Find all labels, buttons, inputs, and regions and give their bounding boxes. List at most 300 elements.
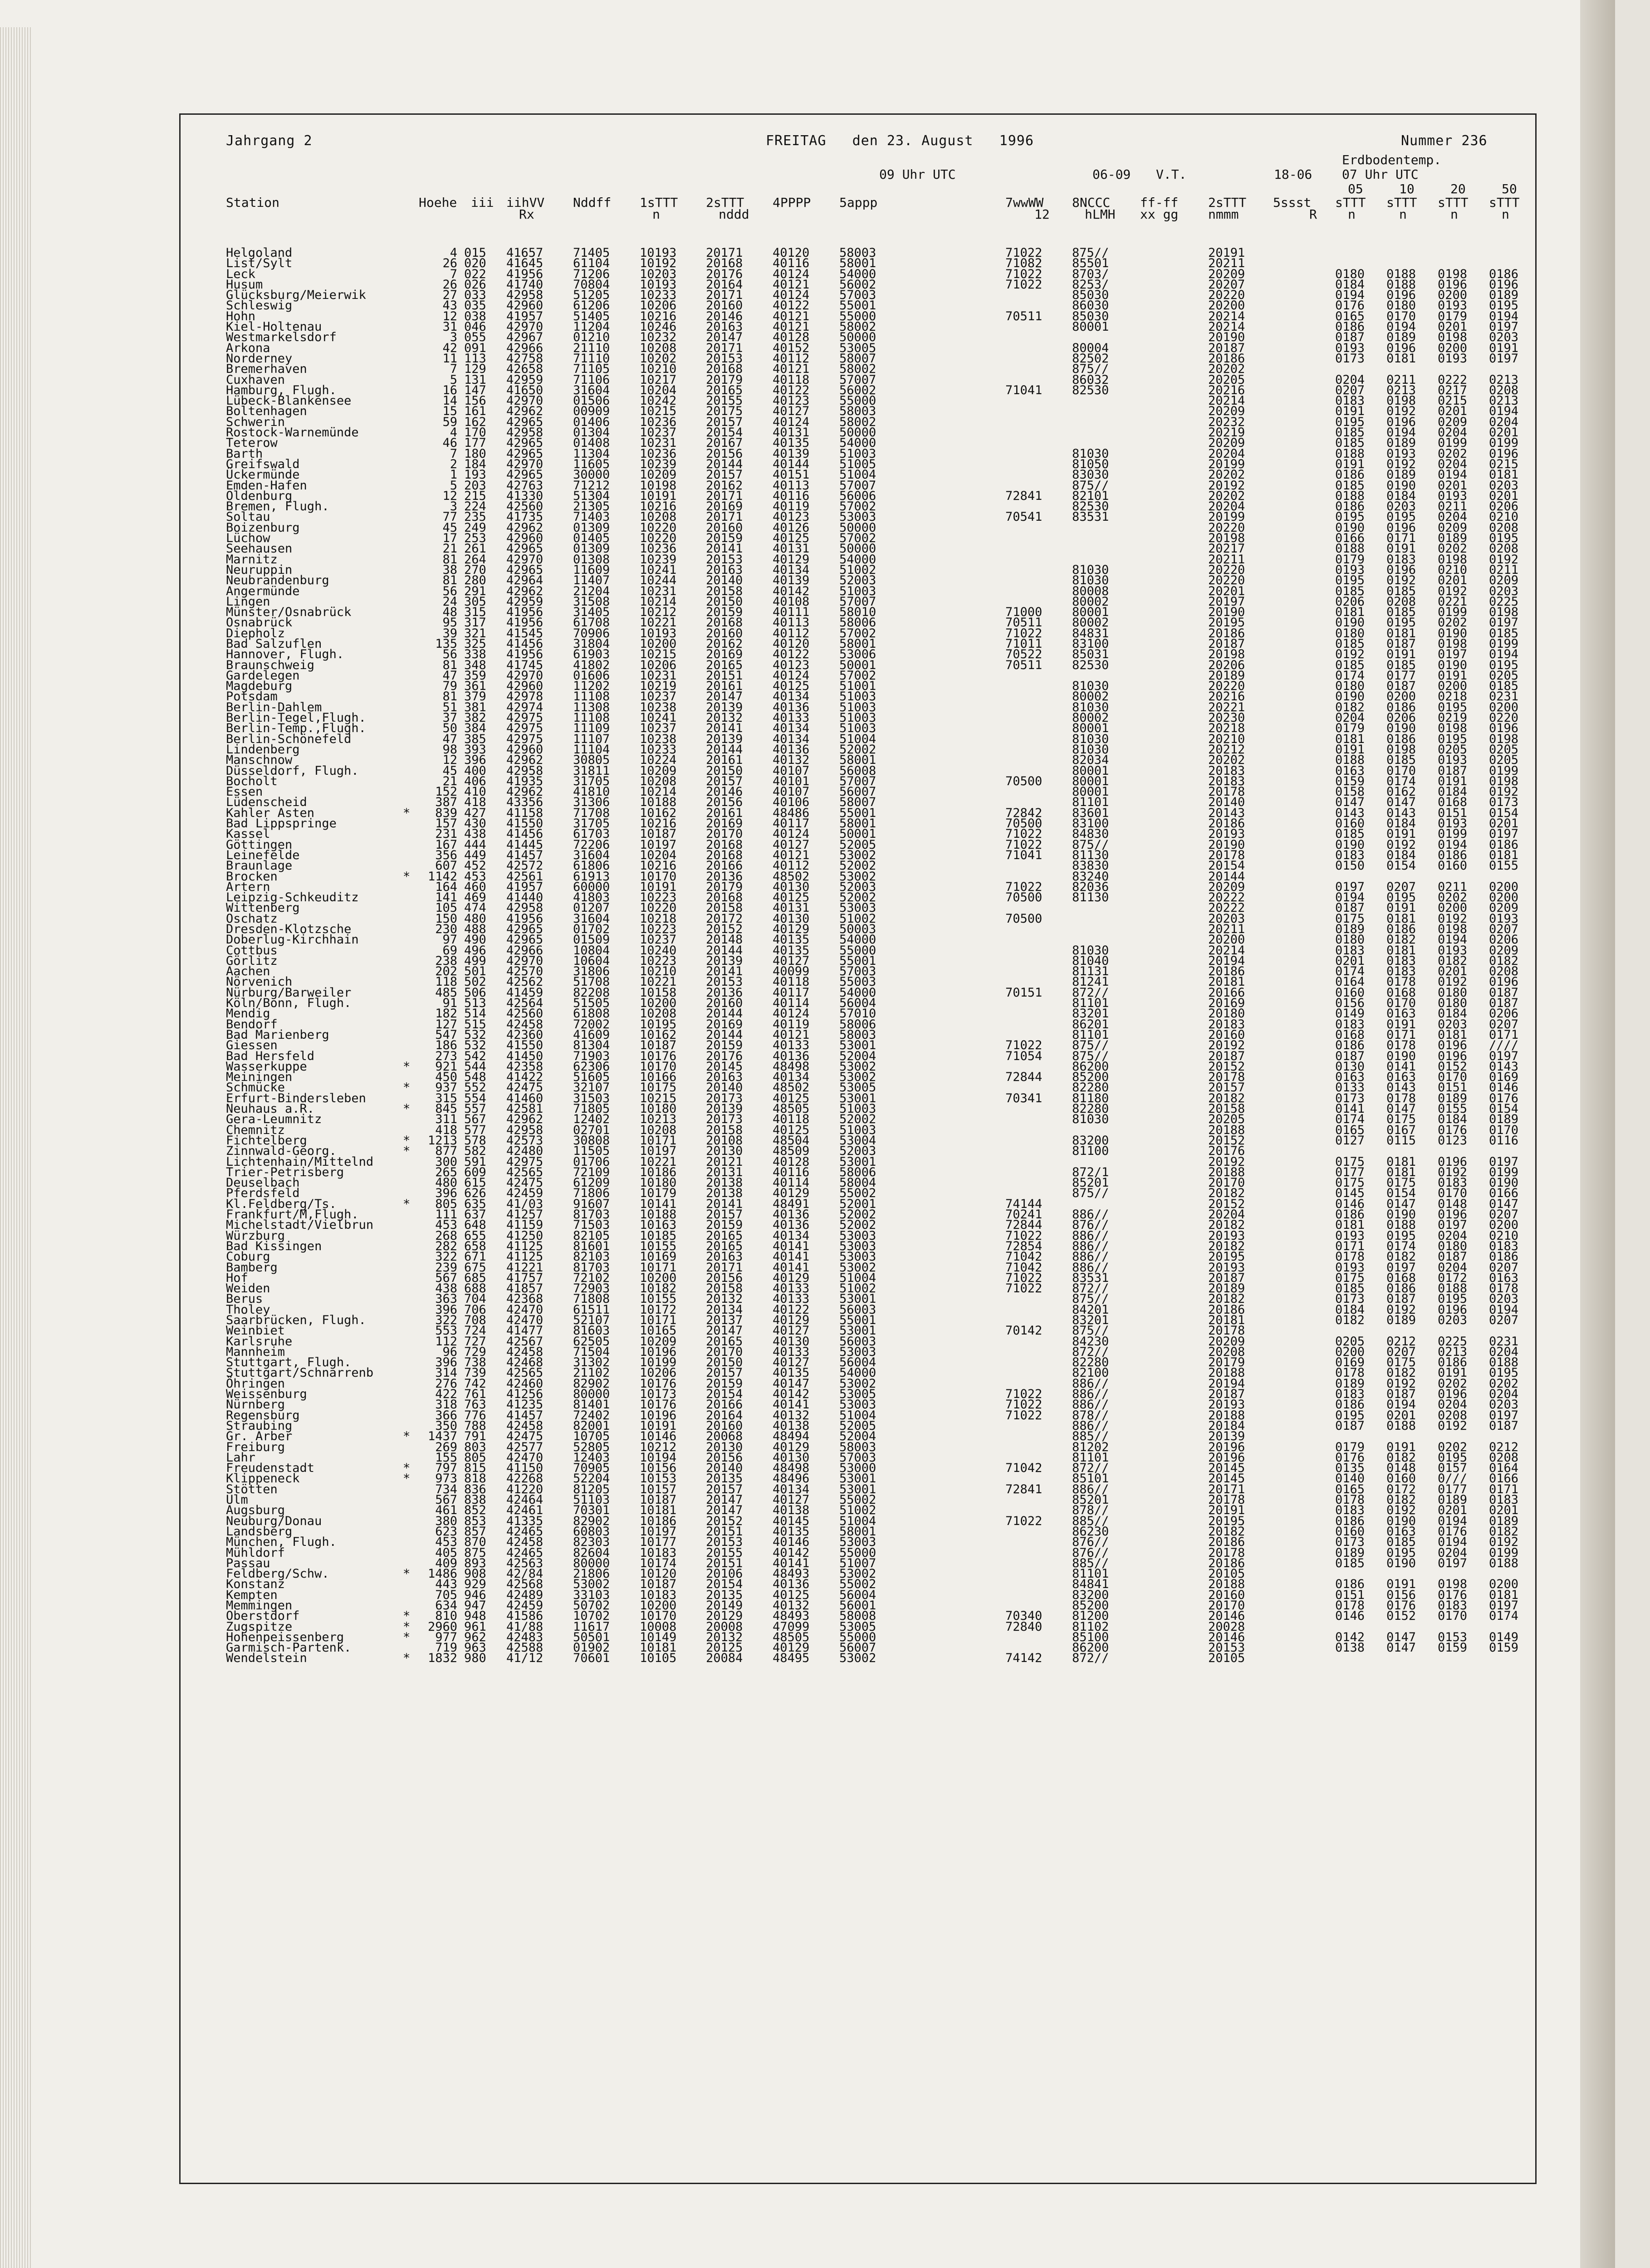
iihvv-value: 42975 bbox=[506, 721, 543, 736]
station-name: Glücksburg/Meierwik bbox=[226, 288, 366, 303]
temp2-value: 20205 bbox=[1208, 1112, 1245, 1127]
soil-temp-50: 0199 bbox=[1489, 1165, 1519, 1179]
tendency-value: 53002 bbox=[839, 848, 876, 862]
soil-temp-10: 0188 bbox=[1386, 277, 1416, 292]
tendency-value: 58003 bbox=[839, 1440, 876, 1454]
pressure-value: 40117 bbox=[773, 985, 810, 1000]
station-index: 836 bbox=[464, 1482, 486, 1496]
soil-temp-50: 0199 bbox=[1489, 636, 1519, 651]
station-name: Stuttgart/Schnarrenb bbox=[226, 1366, 374, 1380]
soil-temp-05: 0151 bbox=[1335, 1588, 1365, 1602]
station-height: 623 bbox=[435, 1524, 457, 1539]
soil-temp-10: 0186 bbox=[1386, 700, 1416, 714]
soil-temp-05: 0181 bbox=[1335, 1218, 1365, 1232]
station-height: 164 bbox=[435, 880, 457, 894]
station-index: 615 bbox=[464, 1176, 486, 1190]
station-height: 1486 bbox=[427, 1567, 457, 1581]
high-station-mark: * bbox=[403, 869, 411, 884]
soil-temp-50: 0191 bbox=[1489, 341, 1519, 355]
s5-header: 5ssst bbox=[1273, 195, 1312, 210]
soil-temp-05: 0171 bbox=[1335, 1239, 1365, 1253]
iihvv-value: 42458 bbox=[506, 1344, 543, 1359]
t1-value: 10155 bbox=[640, 1292, 677, 1306]
station-index: 382 bbox=[464, 711, 486, 725]
weather-value: 72844 bbox=[1005, 1070, 1043, 1085]
soil-temp-05: 0186 bbox=[1335, 1038, 1365, 1053]
temp2-value: 20209 bbox=[1208, 436, 1245, 450]
cloud-value: 81030 bbox=[1072, 446, 1109, 461]
soil-temp-10: 0198 bbox=[1386, 394, 1416, 408]
cloud-value: 83200 bbox=[1072, 1133, 1109, 1148]
soil-temp-20: 0204 bbox=[1438, 1545, 1468, 1560]
soil-temp-05: 0188 bbox=[1335, 446, 1365, 461]
pressure-value: 40141 bbox=[773, 1239, 810, 1253]
station-height: 380 bbox=[435, 1514, 457, 1528]
soil-temp-10: 0191 bbox=[1386, 1017, 1416, 1031]
soil-temp-10: 0207 bbox=[1386, 880, 1416, 894]
tendency-value: 51002 bbox=[839, 1503, 876, 1518]
nddff-value: 01706 bbox=[573, 1154, 610, 1169]
soil-temp-05: 0174 bbox=[1335, 964, 1365, 979]
soil-temp-10: 0190 bbox=[1386, 1049, 1416, 1063]
pressure-value: 40135 bbox=[773, 1524, 810, 1539]
pressure-value: 40126 bbox=[773, 520, 810, 535]
station-name: Potsdam bbox=[226, 689, 278, 704]
soil-temp-10: 0190 bbox=[1386, 1556, 1416, 1570]
station-height: 409 bbox=[435, 1556, 457, 1570]
pressure-value: 40122 bbox=[773, 647, 810, 662]
nddff-value: 12402 bbox=[573, 1112, 610, 1127]
station-index: 348 bbox=[464, 658, 486, 672]
cloud-value: 85030 bbox=[1072, 288, 1109, 303]
station-index: 637 bbox=[464, 1207, 486, 1222]
station-index: 215 bbox=[464, 489, 486, 503]
pressure-value: 40124 bbox=[773, 415, 810, 429]
iihvv-value: 42965 bbox=[506, 468, 543, 482]
soil-temp-10: 0181 bbox=[1386, 943, 1416, 958]
iihvv-value: 41457 bbox=[506, 848, 543, 862]
t2-value: 20165 bbox=[706, 1228, 743, 1243]
t1-value: 10233 bbox=[640, 288, 677, 303]
station-height: 1 bbox=[450, 468, 457, 482]
t2-value: 20152 bbox=[706, 922, 743, 936]
t1-value: 10183 bbox=[640, 1588, 677, 1602]
station-height: 480 bbox=[435, 1176, 457, 1190]
station-name: Konstanz bbox=[226, 1577, 285, 1592]
tendency-value: 55001 bbox=[839, 1313, 876, 1327]
soil-temp-50: 0182 bbox=[1489, 953, 1519, 968]
soil-temp-10: 0178 bbox=[1386, 1038, 1416, 1053]
station-height: 81 bbox=[442, 552, 457, 567]
station-index: 438 bbox=[464, 827, 486, 841]
station-name: Erfurt-Bindersleben bbox=[226, 1091, 366, 1105]
soil-temp-05: 0185 bbox=[1335, 1556, 1365, 1570]
t1-value: 10193 bbox=[640, 626, 677, 640]
cloud-value: 83100 bbox=[1072, 816, 1109, 831]
tendency-value: 55002 bbox=[839, 1577, 876, 1592]
soil-temp-05: 0130 bbox=[1335, 1059, 1365, 1074]
soil-temp-05: 0147 bbox=[1335, 795, 1365, 810]
tendency-value: 58008 bbox=[839, 1609, 876, 1623]
soil-temp-10: 0188 bbox=[1386, 1218, 1416, 1232]
nddff-value: 53002 bbox=[573, 1577, 610, 1592]
soil-temp-10: 0190 bbox=[1386, 721, 1416, 736]
pressure-value: 40112 bbox=[773, 626, 810, 640]
t2-value: 20141 bbox=[706, 1197, 743, 1211]
soil-temp-20: 0170 bbox=[1438, 1070, 1468, 1085]
t1-value: 10242 bbox=[640, 394, 677, 408]
t1-value: 10191 bbox=[640, 1418, 677, 1433]
t2-value: 20162 bbox=[706, 478, 743, 493]
pressure-value: 48496 bbox=[773, 1471, 810, 1486]
t1-header: 1sTTT bbox=[640, 195, 678, 210]
iihvv-value: 41857 bbox=[506, 1281, 543, 1296]
t1-value: 10193 bbox=[640, 246, 677, 260]
soil-temp-05: 0174 bbox=[1335, 668, 1365, 683]
nddff-value: 52204 bbox=[573, 1471, 610, 1486]
soil-temp-10: 0147 bbox=[1386, 1641, 1416, 1655]
soil-temp-05: 0185 bbox=[1335, 658, 1365, 672]
pressure-value: 40127 bbox=[773, 1355, 810, 1370]
nddff-value: 41810 bbox=[573, 785, 610, 799]
soil-temp-10: 0196 bbox=[1386, 415, 1416, 429]
station-height: 21 bbox=[442, 774, 457, 788]
soil-temp-05: 0190 bbox=[1335, 616, 1365, 630]
pressure-value: 40133 bbox=[773, 1281, 810, 1296]
pressure-value: 40128 bbox=[773, 1154, 810, 1169]
t2-value: 20169 bbox=[706, 816, 743, 831]
station-index: 963 bbox=[464, 1641, 486, 1655]
soil-temp-05: 0190 bbox=[1335, 837, 1365, 852]
nddff-value: 51405 bbox=[573, 309, 610, 323]
station-height: 422 bbox=[435, 1387, 457, 1402]
soil-temp-20: 0196 bbox=[1438, 1154, 1468, 1169]
station-index: 947 bbox=[464, 1598, 486, 1613]
temp2-value: 20196 bbox=[1208, 1440, 1245, 1454]
t2-value: 20141 bbox=[706, 964, 743, 979]
tendency-value: 58006 bbox=[839, 1017, 876, 1031]
nddff-value: 81703 bbox=[573, 1260, 610, 1275]
cloud-value: 86032 bbox=[1072, 372, 1109, 387]
t1-value: 10194 bbox=[640, 1450, 677, 1465]
t1-value: 10224 bbox=[640, 753, 677, 767]
iihvv-value: 42565 bbox=[506, 1165, 543, 1179]
pressure-value: 40133 bbox=[773, 1292, 810, 1306]
iihvv-value: 42964 bbox=[506, 573, 543, 588]
station-index: 501 bbox=[464, 964, 486, 979]
weather-value: 71041 bbox=[1005, 383, 1043, 397]
soil-temp-10: 0178 bbox=[1386, 975, 1416, 989]
t2-value: 20156 bbox=[706, 1271, 743, 1285]
soil-temp-05: 0185 bbox=[1335, 436, 1365, 450]
pressure-value: 48494 bbox=[773, 1429, 810, 1444]
soil-temp-10: 0171 bbox=[1386, 531, 1416, 546]
tendency-value: 53005 bbox=[839, 1387, 876, 1402]
nddff-value: 11308 bbox=[573, 700, 610, 714]
soil-temp-10: 0163 bbox=[1386, 1007, 1416, 1021]
soil-temp-50: 0201 bbox=[1489, 816, 1519, 831]
temp2-value: 20182 bbox=[1208, 1091, 1245, 1105]
t1-value: 10165 bbox=[640, 1324, 677, 1338]
soil-temp-10: 0184 bbox=[1386, 816, 1416, 831]
soil-temp-20: 0198 bbox=[1438, 721, 1468, 736]
soil-temp-10: 0194 bbox=[1386, 1398, 1416, 1412]
tendency-value: 52002 bbox=[839, 859, 876, 873]
soil-temp-50: 0190 bbox=[1489, 1176, 1519, 1190]
nddff-value: 51605 bbox=[573, 1070, 610, 1085]
soil-temp-05: 0183 bbox=[1335, 943, 1365, 958]
cloud-value: 85501 bbox=[1072, 256, 1109, 271]
t1-value: 10170 bbox=[640, 1609, 677, 1623]
cloud-value: 81030 bbox=[1072, 562, 1109, 577]
soil-temp-20: 0204 bbox=[1438, 510, 1468, 524]
station-index: 648 bbox=[464, 1218, 486, 1232]
tendency-value: 55000 bbox=[839, 1630, 876, 1644]
temp2-value: 20216 bbox=[1208, 383, 1245, 397]
iihvv-value: 41150 bbox=[506, 1461, 543, 1476]
station-height: 453 bbox=[435, 1218, 457, 1232]
iihvv-value: 42475 bbox=[506, 1429, 543, 1444]
nddff-value: 30808 bbox=[573, 1133, 610, 1148]
soil-temp-20: 0217 bbox=[1438, 383, 1468, 397]
temp2-value: 20220 bbox=[1208, 679, 1245, 694]
station-name: Lübeck-Blankensee bbox=[226, 394, 352, 408]
tendency-value: 56004 bbox=[839, 1588, 876, 1602]
tendency-value: 53001 bbox=[839, 1038, 876, 1053]
t2-value: 20148 bbox=[706, 933, 743, 947]
station-name: Berlin-Temp.,Flugh. bbox=[226, 721, 366, 736]
iihvv-value: 41657 bbox=[506, 246, 543, 260]
iihvv-value: 41221 bbox=[506, 1260, 543, 1275]
soil-temp-50: 0194 bbox=[1489, 404, 1519, 419]
t1-value: 10206 bbox=[640, 658, 677, 672]
tendency-value: 51004 bbox=[839, 1514, 876, 1528]
temp2-value: 20160 bbox=[1208, 1588, 1245, 1602]
t1-value: 10188 bbox=[640, 1207, 677, 1222]
tendency-value: 57003 bbox=[839, 288, 876, 303]
station-index: 359 bbox=[464, 668, 486, 683]
temp2-value: 20222 bbox=[1208, 890, 1245, 905]
cloud-value: 80001 bbox=[1072, 785, 1109, 799]
station-name: Bad Lippspringe bbox=[226, 816, 337, 831]
temp2-value: 20181 bbox=[1208, 1313, 1245, 1327]
tendency-value: 53003 bbox=[839, 1228, 876, 1243]
soil-temp-20: 0153 bbox=[1438, 1630, 1468, 1644]
iihvv-value: 41545 bbox=[506, 626, 543, 640]
soil-temp-05: 0195 bbox=[1335, 1408, 1365, 1422]
soil-temp-10: 0170 bbox=[1386, 309, 1416, 323]
temp2-value: 20152 bbox=[1208, 1059, 1245, 1074]
t2-value: 20169 bbox=[706, 647, 743, 662]
t1-value: 10183 bbox=[640, 1545, 677, 1560]
pressure-value: 40136 bbox=[773, 700, 810, 714]
soil-temp-05: 0195 bbox=[1335, 573, 1365, 588]
nddff-value: 30805 bbox=[573, 753, 610, 767]
high-station-mark: * bbox=[403, 1144, 411, 1158]
temp2-value: 20186 bbox=[1208, 816, 1245, 831]
cloud-value: 875// bbox=[1072, 478, 1109, 493]
station-index: 156 bbox=[464, 394, 486, 408]
station-index: 253 bbox=[464, 531, 486, 546]
nddff-value: 61808 bbox=[573, 1007, 610, 1021]
soil-temp-05: 0165 bbox=[1335, 309, 1365, 323]
pressure-value: 40127 bbox=[773, 837, 810, 852]
station-index: 264 bbox=[464, 552, 486, 567]
soil-temp-10: 0182 bbox=[1386, 1366, 1416, 1380]
soil-temp-05: 0169 bbox=[1335, 1355, 1365, 1370]
station-height: 141 bbox=[435, 890, 457, 905]
temp2-value: 20183 bbox=[1208, 763, 1245, 778]
station-height: 273 bbox=[435, 1049, 457, 1063]
high-station-mark: * bbox=[403, 1619, 411, 1634]
cloud-value: 885// bbox=[1072, 1429, 1109, 1444]
temp2-value: 20146 bbox=[1208, 1609, 1245, 1623]
tendency-value: 52002 bbox=[839, 1207, 876, 1222]
station-name: Boltenhagen bbox=[226, 404, 307, 419]
nddff-value: 71504 bbox=[573, 1344, 610, 1359]
iihvv-value: 42570 bbox=[506, 964, 543, 979]
cloud-value: 83030 bbox=[1072, 468, 1109, 482]
nddff-value: 71805 bbox=[573, 1102, 610, 1116]
pressure-value: 40135 bbox=[773, 436, 810, 450]
soil-temp-50: 0213 bbox=[1489, 394, 1519, 408]
station-name: Rostock-Warnemünde bbox=[226, 425, 359, 440]
soil-temp-50: 0154 bbox=[1489, 806, 1519, 820]
nddff-value: 70601 bbox=[573, 1651, 610, 1666]
tendency-value: 53003 bbox=[839, 1239, 876, 1253]
soil-temp-10: 0163 bbox=[1386, 1524, 1416, 1539]
ww7-header: 7wwWW bbox=[1005, 195, 1044, 210]
t2-value: 20147 bbox=[706, 1324, 743, 1338]
station-index: 948 bbox=[464, 1609, 486, 1623]
station-name: Deuselbach bbox=[226, 1176, 300, 1190]
tendency-value: 50000 bbox=[839, 542, 876, 556]
t2-value: 20152 bbox=[706, 1514, 743, 1528]
t2-value: 20171 bbox=[706, 1260, 743, 1275]
pressure-value: 40136 bbox=[773, 1218, 810, 1232]
station-index: 449 bbox=[464, 848, 486, 862]
temp2-value: 20190 bbox=[1208, 330, 1245, 345]
temp2-value: 20190 bbox=[1208, 605, 1245, 620]
soil-temp-50: 0185 bbox=[1489, 679, 1519, 694]
t1-value: 10176 bbox=[640, 1049, 677, 1063]
t2-value: 20130 bbox=[706, 1440, 743, 1454]
nddff-value: 10804 bbox=[573, 943, 610, 958]
soil-temp-05: 0186 bbox=[1335, 1577, 1365, 1592]
soil-temp-10: 0160 bbox=[1386, 1471, 1416, 1486]
iihvv-value: 42970 bbox=[506, 668, 543, 683]
soil-temp-50: 0194 bbox=[1489, 309, 1519, 323]
tendency-value: 53003 bbox=[839, 510, 876, 524]
soil-temp-50: 0199 bbox=[1489, 1545, 1519, 1560]
pressure-value: 40121 bbox=[773, 1027, 810, 1042]
tendency-value: 51003 bbox=[839, 584, 876, 598]
iihvv-value: 42970 bbox=[506, 320, 543, 334]
station-name: Stötten bbox=[226, 1482, 278, 1496]
cloud-value: 886// bbox=[1072, 1418, 1109, 1433]
t1-value: 10169 bbox=[640, 1250, 677, 1264]
iihvv-value: 42966 bbox=[506, 341, 543, 355]
t1-value: 10185 bbox=[640, 1228, 677, 1243]
t2-value: 20138 bbox=[706, 1176, 743, 1190]
soil-temp-50: 0194 bbox=[1489, 647, 1519, 662]
pressure-value: 40113 bbox=[773, 478, 810, 493]
temp2-value: 20153 bbox=[1208, 1641, 1245, 1655]
station-index: 452 bbox=[464, 859, 486, 873]
iihvv-value: 42958 bbox=[506, 901, 543, 915]
soil-temp-10: 0193 bbox=[1386, 446, 1416, 461]
temp2-value: 20182 bbox=[1208, 1186, 1245, 1201]
station-index: 502 bbox=[464, 975, 486, 989]
pressure-value: 40132 bbox=[773, 1408, 810, 1422]
station-index: 235 bbox=[464, 510, 486, 524]
t2-value: 20163 bbox=[706, 1250, 743, 1264]
soil-temp-20: 0180 bbox=[1438, 996, 1468, 1011]
soil-temp-20: 0204 bbox=[1438, 1398, 1468, 1412]
weather-value: 72840 bbox=[1005, 1619, 1043, 1634]
iihvv-value: 42962 bbox=[506, 753, 543, 767]
year-label: Jahrgang 2 bbox=[226, 133, 313, 149]
high-station-mark: * bbox=[403, 1630, 411, 1644]
t1-value: 10221 bbox=[640, 616, 677, 630]
nddff-value: 71405 bbox=[573, 246, 610, 260]
station-height: 81 bbox=[442, 658, 457, 672]
pressure-value: 40142 bbox=[773, 1387, 810, 1402]
soil-temp-10: 0175 bbox=[1386, 1176, 1416, 1190]
soil-temp-50: 0196 bbox=[1489, 277, 1519, 292]
t2-value: 20163 bbox=[706, 562, 743, 577]
iihvv-value: 41/03 bbox=[506, 1197, 543, 1211]
soil-temp-10: 0141 bbox=[1386, 1059, 1416, 1074]
tendency-value: 53005 bbox=[839, 1080, 876, 1095]
station-index: 161 bbox=[464, 404, 486, 419]
station-index: 738 bbox=[464, 1355, 486, 1370]
tendency-value: 53001 bbox=[839, 1154, 876, 1169]
station-height: 461 bbox=[435, 1503, 457, 1518]
weather-value: 72842 bbox=[1005, 806, 1043, 820]
temp2-value: 20202 bbox=[1208, 362, 1245, 376]
tendency-value: 52005 bbox=[839, 837, 876, 852]
nddff-value: 60000 bbox=[573, 880, 610, 894]
t1-value: 10223 bbox=[640, 922, 677, 936]
soil-temp-10: 0185 bbox=[1386, 605, 1416, 620]
t1-value: 10187 bbox=[640, 1577, 677, 1592]
nddff-value: 61511 bbox=[573, 1302, 610, 1317]
t2-value: 20168 bbox=[706, 890, 743, 905]
soil-temp-50: 0163 bbox=[1489, 1271, 1519, 1285]
soil-time: 07 Uhr UTC bbox=[1342, 167, 1419, 182]
tendency-value: 50000 bbox=[839, 330, 876, 345]
soil-temp-20: 0187 bbox=[1438, 1250, 1468, 1264]
soil-temp-10: 0190 bbox=[1386, 478, 1416, 493]
soil-temp-20: 0194 bbox=[1438, 837, 1468, 852]
iihvv-value: 42960 bbox=[506, 679, 543, 694]
cloud-value: 81102 bbox=[1072, 1619, 1109, 1634]
station-height: 405 bbox=[435, 1545, 457, 1560]
t1-value: 10171 bbox=[640, 1133, 677, 1148]
soil-temp-50: 0203 bbox=[1489, 478, 1519, 493]
iihvv-value: 41956 bbox=[506, 616, 543, 630]
station-height: 97 bbox=[442, 933, 457, 947]
high-station-mark: * bbox=[403, 1651, 411, 1666]
cloud-value: 886// bbox=[1072, 1387, 1109, 1402]
pressure-value: 40138 bbox=[773, 1503, 810, 1518]
soil-temp-20: 0/// bbox=[1438, 1471, 1468, 1486]
soil-temp-10: 0175 bbox=[1386, 1112, 1416, 1127]
pressure-value: 40124 bbox=[773, 668, 810, 683]
soil-temp-50: 0147 bbox=[1489, 1197, 1519, 1211]
tendency-value: 58003 bbox=[839, 404, 876, 419]
